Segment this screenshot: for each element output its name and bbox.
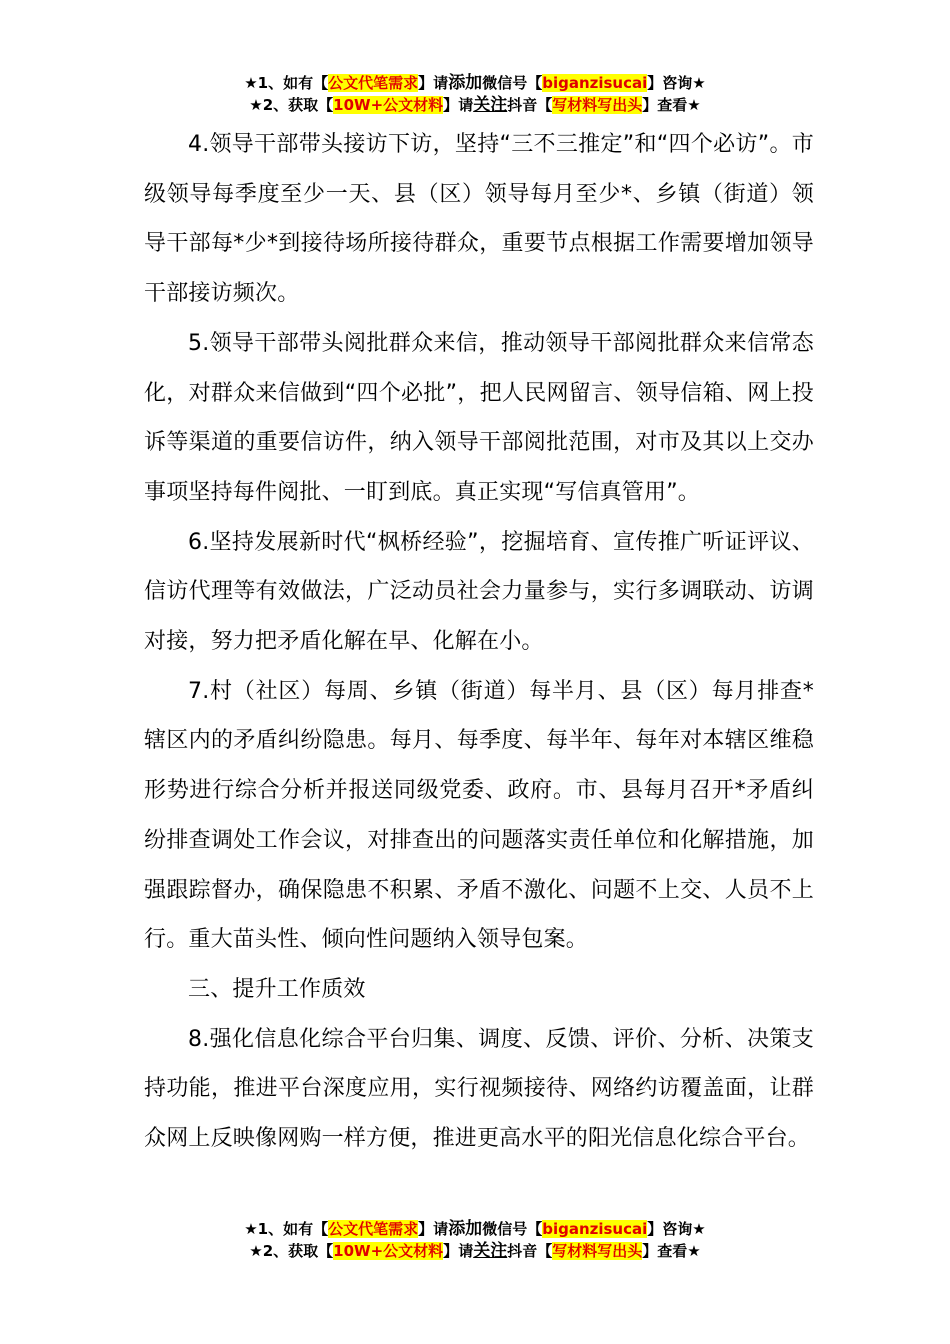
banner-line-2: ★2、获取【10W+公文材料】请关注抖音【写材料写出头】查看★ [249,95,701,115]
paragraph-6: 6.坚持发展新时代“枫桥经验”，挖掘培育、宣传推广听证评议、信访代理等有效做法，广泛动员社会力量参与，实行多调联动、访调对接，努力把矛盾化解在早、化解在小。 [144,529,814,655]
banner-highlight: 写材料写出头 [552,1242,643,1260]
banner-line-1: ★1、如有【公文代笔需求】请添加微信号【biganzisucai】咨询★ [244,1219,706,1239]
paragraph-4: 4.领导干部带头接访下访，坚持“三不三推定”和“四个必访”。市级领导每季度至少一天、县（区）领导每月至少*、乡镇（街道）领导干部每*少*到接待场所接待群众，重要节点根据工作需要增加领导干部接访频次。 [144,132,814,307]
banner-wechat-id: biganzisucai [542,1220,648,1238]
banner-wechat-id: biganzisucai [542,74,648,92]
footer-banner [0,1218,950,1262]
section-heading-3: 三、提升工作质效 [188,976,366,1002]
banner-highlight: 10W+公文材料 [333,96,444,114]
banner-highlight: 公文代笔需求 [328,1220,419,1238]
banner-highlight: 公文代笔需求 [328,74,419,92]
banner-highlight: 10W+公文材料 [333,1242,444,1260]
document-body [144,120,814,1164]
banner-highlight: 写材料写出头 [552,96,643,114]
paragraph-7: 7.村（社区）每周、乡镇（街道）每半月、县（区）每月排查*辖区内的矛盾纠纷隐患。每月、每季度、每半年、每年对本辖区维稳形势进行综合分析并报送同级党委、政府。市、县每月召开*矛盾纠纷排查调处工作会议，对排查出的问题落实责任单位和化解措施，加强跟踪督办，确保隐患不积累、矛盾不激化、问题不上交、人员不上行。重大苗头性、倾向性问题纳入领导包案。 [144,678,814,953]
header-banner [0,72,950,116]
banner-line-1: ★1、如有【公文代笔需求】请添加微信号【biganzisucai】咨询★ [244,73,706,93]
banner-line-2: ★2、获取【10W+公文材料】请关注抖音【写材料写出头】查看★ [249,1241,701,1261]
paragraph-5: 5.领导干部带头阅批群众来信，推动领导干部阅批群众来信常态化，对群众来信做到“四个必批”，把人民网留言、领导信箱、网上投诉等渠道的重要信访件，纳入领导干部阅批范围，对市及其以上交办事项坚持每件阅批、一盯到底。真正实现“写信真管用”。 [144,330,814,505]
paragraph-8: 8.强化信息化综合平台归集、调度、反馈、评价、分析、决策支持功能，推进平台深度应用，实行视频接待、网络约访覆盖面，让群众网上反映像网购一样方便，推进更高水平的阳光信息化综合平台。 [144,1026,814,1152]
